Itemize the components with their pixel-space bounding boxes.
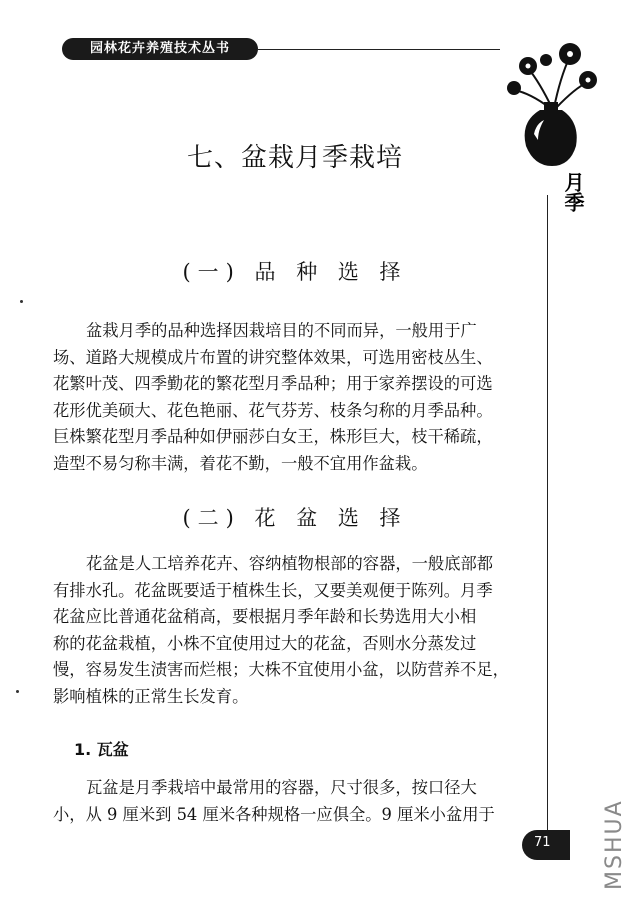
text-line: 慢，容易发生渍害而烂根；大株不宜使用小盆，以防营养不足， — [53, 660, 509, 680]
section-heading-variety-selection: (一) 品 种 选 择 — [182, 260, 408, 284]
text-line: 场、道路大规模成片布置的讲究整体效果，可选用密枝丛生、 — [53, 347, 493, 367]
scan-speck — [16, 690, 19, 693]
text-line: 称的花盆栽植，小株不宜使用过大的花盆，否则水分蒸发过 — [53, 633, 477, 653]
text-line: 花盆应比普通花盆稍高，要根据月季年龄和长势选用大小相 — [53, 607, 477, 627]
text-line: 瓦盆是月季栽培中最常用的容器，尺寸很多，按口径大 — [86, 778, 477, 797]
text-line: 花繁叶茂、四季勤花的繁花型月季品种；用于家养摆设的可选 — [53, 374, 493, 394]
subheading-clay-pot: 1. 瓦盆 — [74, 740, 129, 759]
text-line: 小，从 9 厘米到 54 厘米各种规格一应俱全。9 厘米小盆用于 — [53, 804, 495, 824]
chapter-title: 七、盆栽月季栽培 — [186, 143, 403, 173]
scan-speck — [20, 300, 23, 303]
series-title-banner: 园林花卉养殖技术丛书 — [62, 38, 258, 60]
paragraph-variety-selection — [53, 318, 527, 478]
paragraph-pot-selection — [53, 551, 527, 711]
text-line: 造型不易匀称丰满，着花不勤，一般不宜用作盆栽。 — [53, 453, 428, 473]
text-line: 盆栽月季的品种选择因栽培目的不同而异，一般用于广 — [86, 321, 477, 340]
section-heading-pot-selection: (二) 花 盆 选 择 — [182, 506, 408, 530]
paragraph-clay-pot — [53, 775, 527, 828]
text-line: 巨株繁花型月季品种如伊丽莎白女王，株形巨大，枝干稀疏， — [53, 427, 493, 447]
text-line: 有排水孔。花盆既要适于植株生长，又要美观便于陈列。月季 — [53, 580, 493, 600]
text-line: 花盆是人工培养花卉、容纳植物根部的容器，一般底部都 — [86, 554, 494, 573]
text-line: 花形优美硕大、花色艳丽、花气芬芳、枝条匀称的月季品种。 — [53, 400, 493, 420]
header-rule — [258, 49, 500, 50]
page-number: 71 — [534, 835, 551, 850]
side-book-title: 月季 — [561, 172, 585, 212]
watermark: MSHUA — [602, 799, 627, 890]
text-line: 影响植株的正常生长发育。 — [53, 686, 249, 706]
